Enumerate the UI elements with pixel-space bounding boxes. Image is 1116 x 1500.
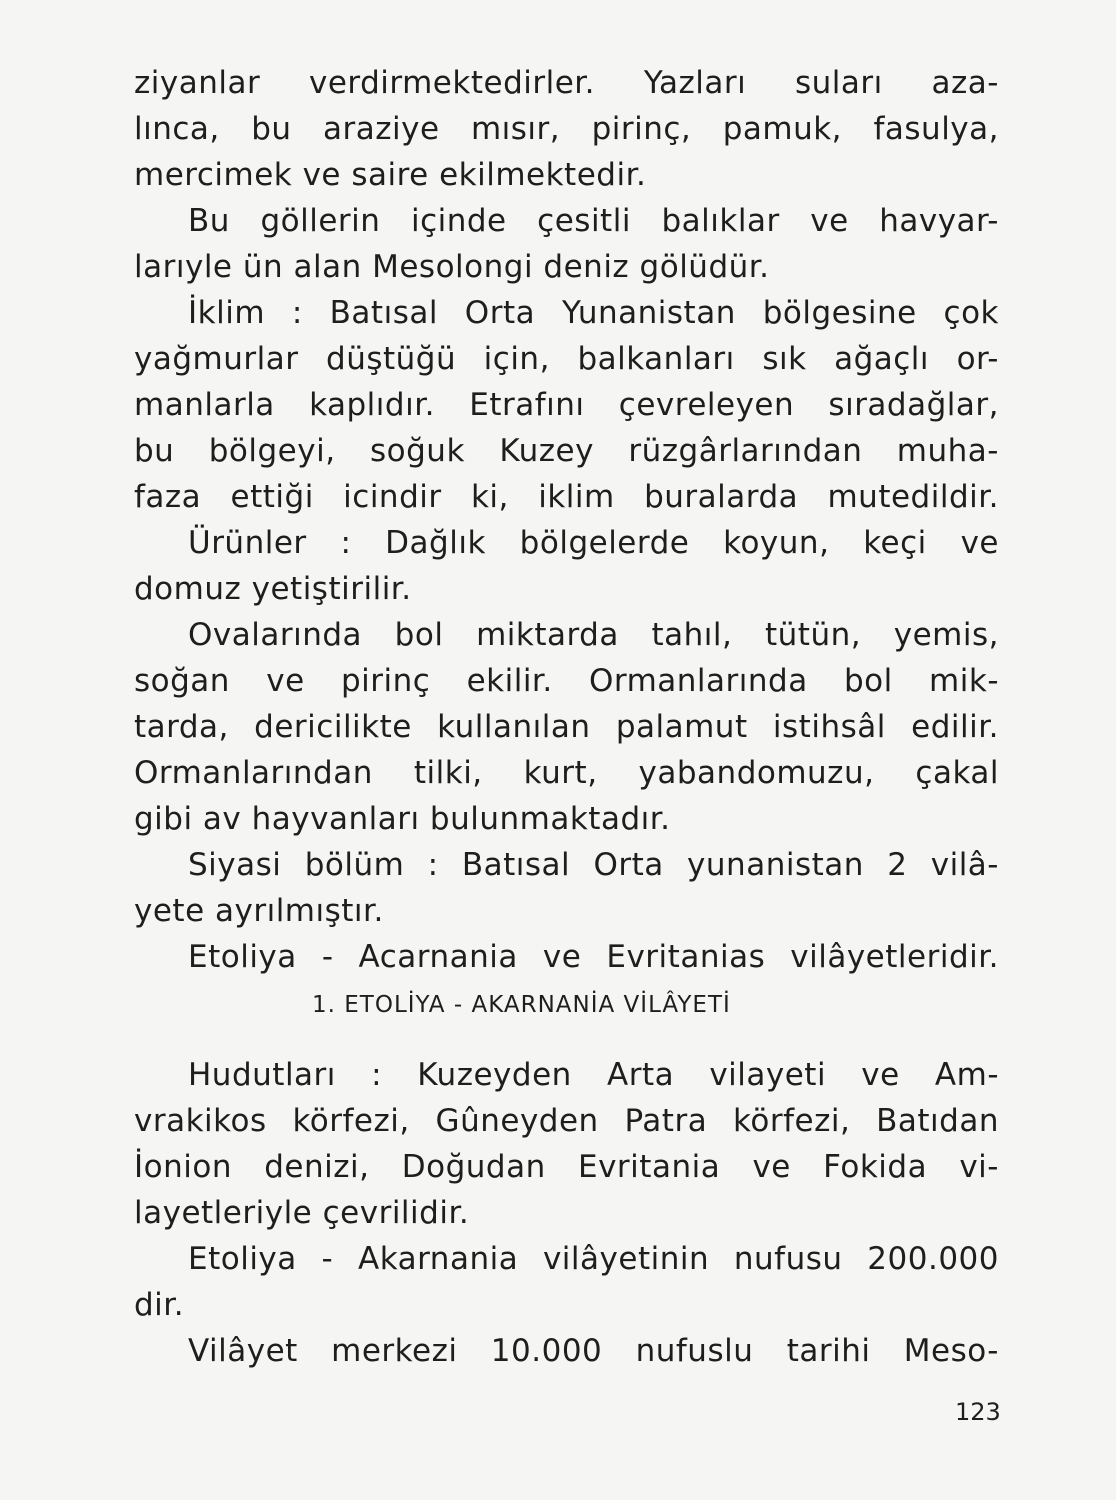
body-text-bottom	[134, 1052, 999, 1374]
text-line: manlarla kaplıdır. Etrafını çevreleyen sıradağlar,	[134, 387, 999, 423]
text-line: yağmurlar düştüğü için, balkanları sık ağaçlı or-	[134, 341, 999, 377]
text-line: bu bölgeyi, soğuk Kuzey rüzgârlarından muha-	[134, 433, 999, 469]
text-line: domuz yetiştirilir.	[134, 571, 412, 607]
text-line: dir.	[134, 1287, 185, 1323]
text-line: Siyasi bölüm : Batısal Orta yunanistan 2 vilâ-	[188, 847, 999, 883]
body-text-top	[134, 60, 999, 980]
text-line: lınca, bu araziye mısır, pirinç, pamuk, fasulya,	[134, 111, 999, 147]
text-line: yete ayrılmıştır.	[134, 893, 384, 929]
text-line: Hudutları : Kuzeyden Arta vilayeti ve Am-	[188, 1057, 999, 1093]
text-line: soğan ve pirinç ekilir. Ormanlarında bol mik-	[134, 663, 999, 699]
text-line: Vilâyet merkezi 10.000 nufuslu tarihi Meso-	[188, 1333, 999, 1369]
text-line: Etoliya - Acarnania ve Evritanias vilâyetleridir.	[188, 939, 999, 975]
text-line: Ormanlarından tilki, kurt, yabandomuzu, çakal	[134, 755, 999, 791]
page-number: 123	[955, 1398, 1001, 1426]
text-line: vrakikos körfezi, Gûneyden Patra körfezi, Batıdan	[134, 1103, 999, 1139]
text-line: İonion denizi, Doğudan Evritania ve Fokida vi-	[134, 1149, 999, 1185]
text-line: Bu göllerin içinde çesitli balıklar ve havyar-	[188, 203, 999, 239]
text-line: İklim : Batısal Orta Yunanistan bölgesine çok	[188, 295, 999, 331]
text-line: Ürünler : Dağlık bölgelerde koyun, keçi ve	[188, 525, 999, 561]
text-line: layetleriyle çevrilidir.	[134, 1195, 470, 1231]
text-line: larıyle ün alan Mesolongi deniz gölüdür.	[134, 249, 770, 285]
text-line: Etoliya - Akarnania vilâyetinin nufusu 200.000	[188, 1241, 999, 1277]
text-line: gibi av hayvanları bulunmaktadır.	[134, 801, 671, 837]
section-heading: 1. ETOLİYA - AKARNANİA VİLÂYETİ	[312, 992, 731, 1018]
text-line: tarda, dericilikte kullanılan palamut istihsâl edilir.	[134, 709, 999, 745]
text-line: ziyanlar verdirmektedirler. Yazları suları aza-	[134, 65, 999, 101]
text-line: Ovalarında bol miktarda tahıl, tütün, yemis,	[188, 617, 999, 653]
text-line: faza ettiği icindir ki, iklim buralarda mutedildir.	[134, 479, 999, 515]
text-line: mercimek ve saire ekilmektedir.	[134, 157, 647, 193]
